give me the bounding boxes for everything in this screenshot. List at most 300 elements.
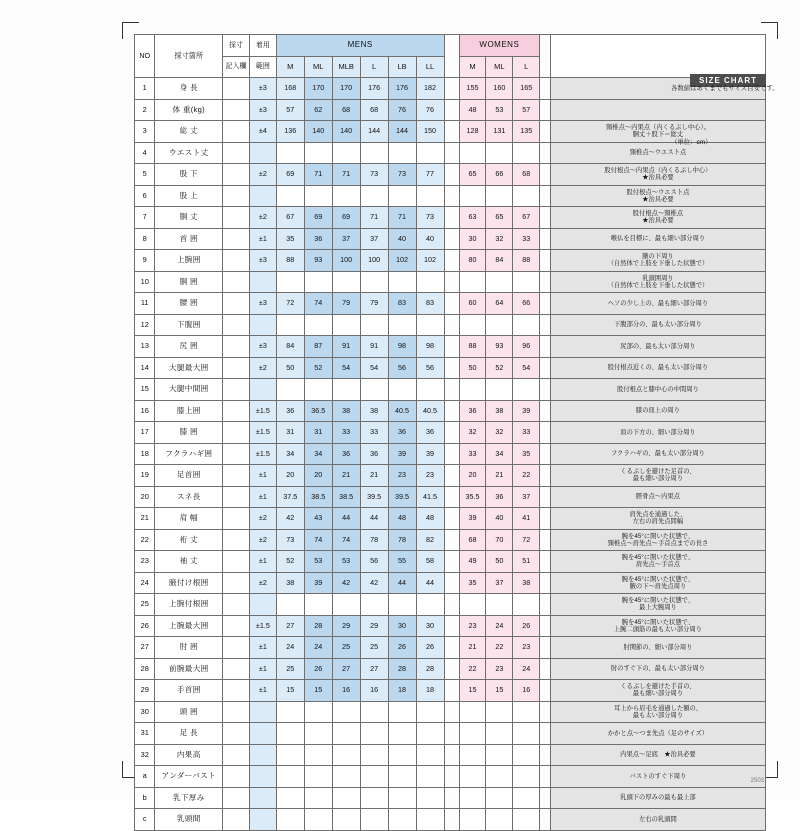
- mens-value: 73: [388, 164, 416, 186]
- mens-value: [416, 701, 444, 723]
- womens-value: 33: [513, 228, 540, 250]
- header-mens-mlb: MLB: [332, 56, 360, 78]
- mens-value: 71: [332, 164, 360, 186]
- row-number: 9: [135, 250, 155, 272]
- row-record-input[interactable]: [223, 207, 250, 229]
- mens-value: 44: [360, 508, 388, 530]
- column-spacer-2: [540, 443, 551, 465]
- row-part-name: 乳頭間: [155, 809, 223, 831]
- row-record-input[interactable]: [223, 508, 250, 530]
- row-number: 22: [135, 529, 155, 551]
- column-spacer: [444, 486, 459, 508]
- row-record-input[interactable]: [223, 422, 250, 444]
- mens-value: 56: [360, 551, 388, 573]
- mens-value: 21: [360, 465, 388, 487]
- mens-value: [388, 185, 416, 207]
- row-wear-range: [249, 787, 276, 809]
- row-part-name: 首 囲: [155, 228, 223, 250]
- header-mens: MENS: [276, 35, 444, 57]
- row-note: 肩先点を通過した、 左右の肩先点間幅: [550, 508, 765, 530]
- mens-value: [416, 809, 444, 831]
- mens-value: [416, 142, 444, 164]
- table-row: [135, 228, 766, 250]
- row-note: 脛骨点〜内果点: [550, 486, 765, 508]
- womens-value: 65: [459, 164, 486, 186]
- size-chart-table: [134, 34, 766, 831]
- mens-value: 38: [332, 400, 360, 422]
- womens-value: [459, 594, 486, 616]
- mens-value: 69: [304, 207, 332, 229]
- mens-value: 136: [276, 121, 304, 143]
- row-wear-range: ±4: [249, 121, 276, 143]
- womens-value: [486, 314, 513, 336]
- row-number: 29: [135, 680, 155, 702]
- womens-value: 93: [486, 336, 513, 358]
- row-record-input[interactable]: [223, 271, 250, 293]
- mens-value: 30: [416, 615, 444, 637]
- row-part-name: 袖 丈: [155, 551, 223, 573]
- row-part-name: 内果高: [155, 744, 223, 766]
- column-spacer-2: [540, 615, 551, 637]
- table-row: [135, 314, 766, 336]
- column-spacer: [444, 766, 459, 788]
- row-record-input[interactable]: [223, 357, 250, 379]
- mens-value: [388, 744, 416, 766]
- row-wear-range: ±3: [249, 336, 276, 358]
- row-record-input[interactable]: [223, 228, 250, 250]
- mens-value: [304, 723, 332, 745]
- mens-value: 69: [332, 207, 360, 229]
- row-record-input[interactable]: [223, 142, 250, 164]
- table-row: [135, 809, 766, 831]
- mens-value: 91: [360, 336, 388, 358]
- row-note: 股付根点〜頸椎点 ★治具必要: [550, 207, 765, 229]
- row-wear-range: [249, 723, 276, 745]
- womens-value: 32: [459, 422, 486, 444]
- column-spacer: [444, 228, 459, 250]
- mens-value: 30: [388, 615, 416, 637]
- column-spacer-2: [540, 787, 551, 809]
- column-spacer-2: [540, 250, 551, 272]
- mens-value: [416, 787, 444, 809]
- table-row: [135, 271, 766, 293]
- womens-value: 37: [486, 572, 513, 594]
- row-number: 25: [135, 594, 155, 616]
- row-part-name: スネ長: [155, 486, 223, 508]
- mens-value: 39: [388, 443, 416, 465]
- row-record-input[interactable]: [223, 744, 250, 766]
- womens-value: 84: [486, 250, 513, 272]
- mens-value: 27: [276, 615, 304, 637]
- row-record-input[interactable]: [223, 99, 250, 121]
- mens-value: 36: [276, 400, 304, 422]
- mens-value: 40.5: [416, 400, 444, 422]
- mens-value: 18: [388, 680, 416, 702]
- womens-value: 49: [459, 551, 486, 573]
- row-note: 肘関節の、細い部分周り: [550, 637, 765, 659]
- row-note: 膝の皿上の周り: [550, 400, 765, 422]
- mens-value: 98: [388, 336, 416, 358]
- size-chart-badge: SIZE CHART: [690, 74, 766, 87]
- mens-value: 144: [360, 121, 388, 143]
- mens-value: 77: [416, 164, 444, 186]
- column-spacer-2: [540, 637, 551, 659]
- mens-value: 34: [304, 443, 332, 465]
- header-womens-ml: ML: [486, 56, 513, 78]
- womens-value: [459, 379, 486, 401]
- row-number: 17: [135, 422, 155, 444]
- womens-value: [486, 379, 513, 401]
- row-part-name: 尻 囲: [155, 336, 223, 358]
- mens-value: 56: [416, 357, 444, 379]
- womens-value: [459, 787, 486, 809]
- womens-value: [486, 723, 513, 745]
- womens-value: 40: [486, 508, 513, 530]
- mens-value: 170: [304, 78, 332, 100]
- mens-value: [388, 379, 416, 401]
- row-wear-range: [249, 185, 276, 207]
- mens-value: [332, 701, 360, 723]
- mens-value: 42: [360, 572, 388, 594]
- womens-value: [486, 766, 513, 788]
- womens-value: 53: [486, 99, 513, 121]
- row-part-name: 頭 囲: [155, 701, 223, 723]
- column-spacer-2: [540, 228, 551, 250]
- mens-value: 28: [388, 658, 416, 680]
- mens-value: [388, 787, 416, 809]
- mens-value: [332, 809, 360, 831]
- row-wear-range: ±2: [249, 164, 276, 186]
- mens-value: [332, 787, 360, 809]
- column-spacer-2: [540, 121, 551, 143]
- header-womens: WOMENS: [459, 35, 540, 57]
- table-row: [135, 658, 766, 680]
- womens-value: 23: [513, 637, 540, 659]
- mens-value: 91: [332, 336, 360, 358]
- table-row: [135, 336, 766, 358]
- mens-value: [276, 766, 304, 788]
- column-spacer: [444, 508, 459, 530]
- column-spacer: [444, 357, 459, 379]
- womens-value: [459, 142, 486, 164]
- row-part-name: 肩 幅: [155, 508, 223, 530]
- womens-value: 38: [513, 572, 540, 594]
- mens-value: 48: [388, 508, 416, 530]
- mens-value: 36: [332, 443, 360, 465]
- mens-value: 33: [360, 422, 388, 444]
- row-number: 21: [135, 508, 155, 530]
- mens-value: 56: [388, 357, 416, 379]
- mens-value: [304, 379, 332, 401]
- mens-value: [388, 314, 416, 336]
- row-record-input[interactable]: [223, 486, 250, 508]
- mens-value: [360, 809, 388, 831]
- row-record-input[interactable]: [223, 293, 250, 315]
- row-number: 3: [135, 121, 155, 143]
- header-wear2: 範囲: [249, 56, 276, 78]
- mens-value: [416, 594, 444, 616]
- row-record-input[interactable]: [223, 809, 250, 831]
- table-row: [135, 185, 766, 207]
- table-row: [135, 787, 766, 809]
- womens-value: 39: [459, 508, 486, 530]
- row-record-input[interactable]: [223, 723, 250, 745]
- row-wear-range: ±3: [249, 293, 276, 315]
- row-part-name: 乳下厚み: [155, 787, 223, 809]
- mens-value: [332, 744, 360, 766]
- mens-value: 144: [388, 121, 416, 143]
- mens-value: [360, 701, 388, 723]
- header-mens-ll: LL: [416, 56, 444, 78]
- column-spacer: [444, 529, 459, 551]
- womens-value: 22: [459, 658, 486, 680]
- column-spacer: [444, 422, 459, 444]
- row-wear-range: ±3: [249, 99, 276, 121]
- row-record-input[interactable]: [223, 185, 250, 207]
- mens-value: [304, 701, 332, 723]
- mens-value: 100: [332, 250, 360, 272]
- womens-value: [513, 594, 540, 616]
- column-spacer-2: [540, 271, 551, 293]
- womens-value: 66: [486, 164, 513, 186]
- table-body: [135, 78, 766, 831]
- mens-value: 38: [276, 572, 304, 594]
- mens-value: 79: [360, 293, 388, 315]
- row-part-name: 大腿最大囲: [155, 357, 223, 379]
- table-row: [135, 508, 766, 530]
- row-record-input[interactable]: [223, 379, 250, 401]
- spacer-2: [540, 35, 551, 78]
- womens-value: 57: [513, 99, 540, 121]
- row-note: 乳頭囲周り （自然体で上肢を下垂した状態で）: [550, 271, 765, 293]
- header-mens-ml: ML: [304, 56, 332, 78]
- mens-value: 37: [360, 228, 388, 250]
- table-row: [135, 379, 766, 401]
- row-record-input[interactable]: [223, 680, 250, 702]
- row-record-input[interactable]: [223, 121, 250, 143]
- womens-value: [486, 594, 513, 616]
- row-record-input[interactable]: [223, 164, 250, 186]
- row-record-input[interactable]: [223, 314, 250, 336]
- row-number: b: [135, 787, 155, 809]
- mens-value: [360, 379, 388, 401]
- column-spacer-2: [540, 701, 551, 723]
- mens-value: [416, 314, 444, 336]
- row-number: 14: [135, 357, 155, 379]
- womens-value: [486, 185, 513, 207]
- row-note: 喉仏を目標に、最も細い部分周り: [550, 228, 765, 250]
- womens-value: [486, 787, 513, 809]
- mens-value: 26: [304, 658, 332, 680]
- womens-value: [486, 744, 513, 766]
- womens-value: 16: [513, 680, 540, 702]
- row-record-input[interactable]: [223, 658, 250, 680]
- womens-value: 50: [459, 357, 486, 379]
- column-spacer: [444, 142, 459, 164]
- womens-value: [513, 271, 540, 293]
- mens-value: [332, 594, 360, 616]
- womens-value: 24: [486, 615, 513, 637]
- row-number: 1: [135, 78, 155, 100]
- womens-value: [513, 185, 540, 207]
- row-wear-range: ±1: [249, 680, 276, 702]
- row-wear-range: ±3: [249, 78, 276, 100]
- womens-value: 37: [513, 486, 540, 508]
- womens-value: [459, 314, 486, 336]
- column-spacer-2: [540, 551, 551, 573]
- column-spacer: [444, 99, 459, 121]
- mens-value: [388, 142, 416, 164]
- column-spacer-2: [540, 594, 551, 616]
- womens-value: 66: [513, 293, 540, 315]
- row-wear-range: ±3: [249, 250, 276, 272]
- header-part: 採寸箇所: [155, 35, 223, 78]
- column-spacer: [444, 379, 459, 401]
- mens-value: [276, 809, 304, 831]
- womens-value: [513, 379, 540, 401]
- row-record-input[interactable]: [223, 637, 250, 659]
- column-spacer: [444, 809, 459, 831]
- row-part-name: 腰 囲: [155, 293, 223, 315]
- mens-value: [276, 744, 304, 766]
- row-number: 13: [135, 336, 155, 358]
- row-note: ヘソの少し上の、最も細い部分周り: [550, 293, 765, 315]
- mens-value: 68: [332, 99, 360, 121]
- row-wear-range: [249, 766, 276, 788]
- mens-value: [416, 723, 444, 745]
- table-row: [135, 422, 766, 444]
- header-no: NO: [135, 35, 155, 78]
- mens-value: 74: [332, 529, 360, 551]
- womens-value: 128: [459, 121, 486, 143]
- column-spacer: [444, 594, 459, 616]
- table-row: [135, 99, 766, 121]
- womens-value: [486, 809, 513, 831]
- row-wear-range: [249, 142, 276, 164]
- mens-value: 83: [388, 293, 416, 315]
- mens-value: [304, 594, 332, 616]
- mens-value: 26: [416, 637, 444, 659]
- column-spacer-2: [540, 164, 551, 186]
- column-spacer: [444, 78, 459, 100]
- row-record-input[interactable]: [223, 594, 250, 616]
- mens-value: 50: [276, 357, 304, 379]
- column-spacer: [444, 680, 459, 702]
- womens-value: 32: [486, 422, 513, 444]
- womens-value: [486, 142, 513, 164]
- row-number: 7: [135, 207, 155, 229]
- column-spacer: [444, 250, 459, 272]
- mens-value: 74: [304, 529, 332, 551]
- mens-value: 38.5: [332, 486, 360, 508]
- row-part-name: フクラハギ囲: [155, 443, 223, 465]
- row-record-input[interactable]: [223, 400, 250, 422]
- row-record-input[interactable]: [223, 336, 250, 358]
- column-spacer: [444, 164, 459, 186]
- row-record-input[interactable]: [223, 529, 250, 551]
- womens-value: 68: [459, 529, 486, 551]
- mens-value: 78: [360, 529, 388, 551]
- row-number: 11: [135, 293, 155, 315]
- column-spacer: [444, 336, 459, 358]
- row-note: 腕を45°に開いた状態で、 頸椎点〜肩先点〜手首点までの長さ: [550, 529, 765, 551]
- mens-value: [276, 594, 304, 616]
- womens-value: 20: [459, 465, 486, 487]
- row-record-input[interactable]: [223, 766, 250, 788]
- table-row: [135, 486, 766, 508]
- row-record-input[interactable]: [223, 465, 250, 487]
- table-row: [135, 680, 766, 702]
- mens-value: [304, 185, 332, 207]
- mens-value: 71: [388, 207, 416, 229]
- mens-value: 62: [304, 99, 332, 121]
- mens-value: [332, 142, 360, 164]
- womens-value: [513, 809, 540, 831]
- womens-value: 33: [459, 443, 486, 465]
- mens-value: 34: [276, 443, 304, 465]
- mens-value: 42: [332, 572, 360, 594]
- row-record-input[interactable]: [223, 78, 250, 100]
- row-record-input[interactable]: [223, 443, 250, 465]
- mens-value: [360, 142, 388, 164]
- column-spacer-2: [540, 379, 551, 401]
- womens-value: 36: [486, 486, 513, 508]
- row-wear-range: ±2: [249, 508, 276, 530]
- mens-value: 41.5: [416, 486, 444, 508]
- row-wear-range: ±2: [249, 529, 276, 551]
- mens-value: 43: [304, 508, 332, 530]
- row-record-input[interactable]: [223, 551, 250, 573]
- row-record-input[interactable]: [223, 572, 250, 594]
- row-number: 30: [135, 701, 155, 723]
- row-number: 2: [135, 99, 155, 121]
- column-spacer: [444, 443, 459, 465]
- womens-value: 30: [459, 228, 486, 250]
- womens-value: 88: [459, 336, 486, 358]
- row-record-input[interactable]: [223, 250, 250, 272]
- mens-value: [304, 744, 332, 766]
- column-spacer: [444, 572, 459, 594]
- row-record-input[interactable]: [223, 615, 250, 637]
- mens-value: [360, 314, 388, 336]
- mens-value: [360, 766, 388, 788]
- mens-value: 36: [360, 443, 388, 465]
- mens-value: [276, 723, 304, 745]
- mens-value: 15: [304, 680, 332, 702]
- mens-value: 24: [276, 637, 304, 659]
- row-part-name: 胴 囲: [155, 271, 223, 293]
- column-spacer: [444, 400, 459, 422]
- mens-value: [304, 142, 332, 164]
- womens-value: 68: [513, 164, 540, 186]
- top-note: 各数値はあくまでもサイズ目安です。: [671, 85, 779, 92]
- row-record-input[interactable]: [223, 787, 250, 809]
- mens-value: 35: [276, 228, 304, 250]
- mens-value: 73: [276, 529, 304, 551]
- row-number: 6: [135, 185, 155, 207]
- mens-value: 40.5: [388, 400, 416, 422]
- mens-value: 39.5: [360, 486, 388, 508]
- table-row: [135, 443, 766, 465]
- mens-value: 73: [416, 207, 444, 229]
- mens-value: 68: [360, 99, 388, 121]
- mens-value: 73: [360, 164, 388, 186]
- row-wear-range: [249, 271, 276, 293]
- womens-value: [459, 271, 486, 293]
- row-note: 股付根点〜ウエスト点 ★治具必要: [550, 185, 765, 207]
- row-record-input[interactable]: [223, 701, 250, 723]
- mens-value: 44: [332, 508, 360, 530]
